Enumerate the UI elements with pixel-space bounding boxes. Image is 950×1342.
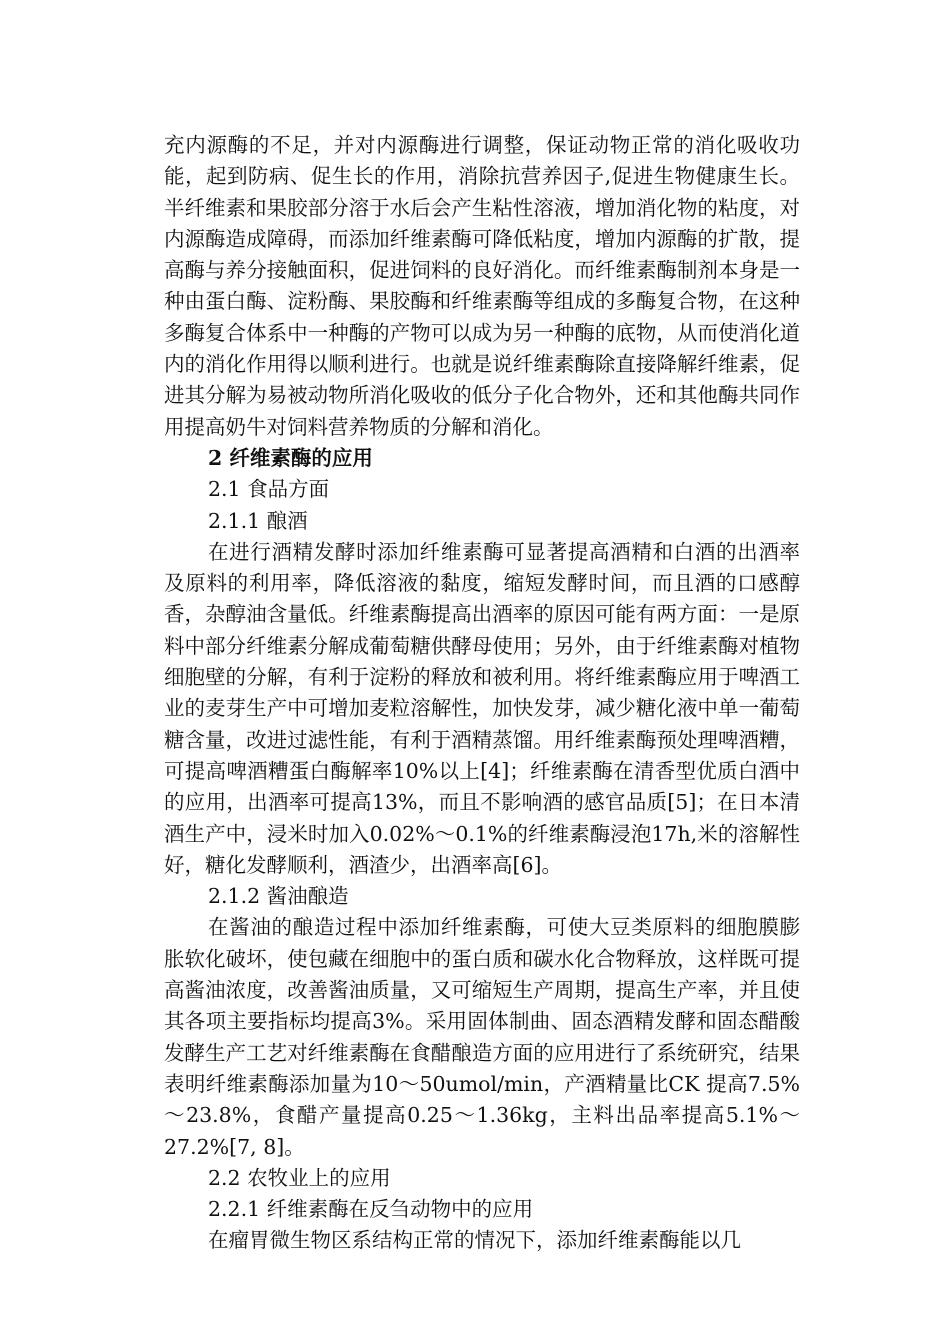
paragraph-ruminant: 在瘤胃微生物区系结构正常的情况下，添加纤维素酶能以几 bbox=[208, 1228, 741, 1253]
section-heading-2: 2 纤维素酶的应用 bbox=[208, 445, 373, 470]
subsection-heading-2-1: 2.1 食品方面 bbox=[208, 477, 330, 502]
paragraph-soy-sauce: 在酱油的酿造过程中添加纤维素酶，可使大豆类原料的细胞膜膨胀软化破坏，使包藏在细胞中的蛋白质和碳水化合物释放，这样既可提高酱油浓度，改善酱油质量，又可缩短生产周期，提高生产率，并且使其各项主要指标均提高3%。采用固体制曲、固态酒精发酵和固态醋酸发酵生产工艺对纤维素酶在食醋酿造方面的应用进行了系统研究，结果表明纤维素酶添加量为10～50umol/min，产酒精量比CK 提高7.5%～23.8%，食醋产量提高0.25～1.36kg，主料出品率提高5.1%～27.2%[7, 8]。 bbox=[164, 915, 800, 1159]
subsection-heading-2-1-2: 2.1.2 酱油酿造 bbox=[208, 884, 349, 909]
subsection-heading-2-2: 2.2 农牧业上的应用 bbox=[208, 1165, 391, 1190]
subsection-heading-2-1-1: 2.1.1 酿酒 bbox=[208, 508, 308, 533]
subsection-heading-2-2-1: 2.2.1 纤维素酶在反刍动物中的应用 bbox=[208, 1197, 534, 1222]
paragraph-brewing: 在进行酒精发酵时添加纤维素酶可显著提高酒精和白酒的出酒率及原料的利用率，降低溶液的黏度，缩短发酵时间，而且酒的口感醇香，杂醇油含量低。纤维素酶提高出酒率的原因可能有两方面：一是原料中部分纤维素分解成葡萄糖供酵母使用；另外，由于纤维素酶对植物细胞壁的分解，有利于淀粉的释放和被利用。将纤维素酶应用于啤酒工业的麦芽生产中可增加麦粒溶解性，加快发芽，减少糖化液中单一葡萄糖含量，改进过滤性能，有利于酒精蒸馏。用纤维素酶预处理啤酒糟，可提高啤酒糟蛋白酶解率10%以上[4]；纤维素酶在清香型优质白酒中的应用，出酒率可提高13%，而且不影响酒的感官品质[5]；在日本清酒生产中，浸米时加入0.02%～0.1%的纤维素酶浸泡17h,米的溶解性好，糖化发酵顺利，酒渣少，出酒率高[6]。 bbox=[164, 539, 800, 877]
paragraph-enzyme-supplement: 充内源酶的不足，并对内源酶进行调整，保证动物正常的消化吸收功能，起到防病、促生长的作用，消除抗营养因子,促进生物健康生长。半纤维素和果胶部分溶于水后会产生粘性溶液，增加消化物的粘度，对内源酶造成障碍，而添加纤维素酶可降低粘度，增加内源酶的扩散，提高酶与养分接触面积，促进饲料的良好消化。而纤维素酶制剂本身是一种由蛋白酶、淀粉酶、果胶酶和纤维素酶等组成的多酶复合物，在这种多酶复合体系中一种酶的产物可以成为另一种酶的底物，从而使消化道内的消化作用得以顺利进行。也就是说纤维素酶除直接降解纤维素，促进其分解为易被动物所消化吸收的低分子化合物外，还和其他酶共同作用提高奶牛对饲料营养物质的分解和消化。 bbox=[164, 133, 800, 439]
document-body bbox=[164, 130, 800, 1257]
